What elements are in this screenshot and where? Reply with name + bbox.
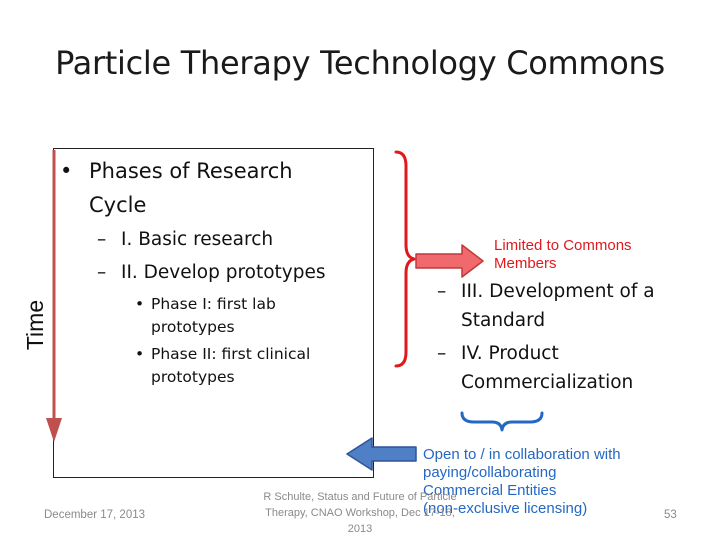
left-arrow-icon <box>347 438 416 470</box>
limited-line1: Limited to Commons <box>494 237 632 254</box>
down-arrow-icon <box>46 150 62 442</box>
sub-bullet-marker: • <box>135 295 145 313</box>
phase2-line1: Phase II: first clinical <box>151 345 311 363</box>
open-line3: Commercial Entities <box>423 482 557 499</box>
development-standard-line1: III. Development of a <box>461 281 655 302</box>
phase2-line2: prototypes <box>151 368 235 386</box>
product-commercialization-line2: Commercialization <box>461 372 634 393</box>
open-line1: Open to / in collaboration with <box>423 446 621 463</box>
phase1-line2: prototypes <box>151 318 235 336</box>
open-line4: (non-exclusive licensing) <box>423 500 588 517</box>
page-number: 53 <box>664 509 677 521</box>
dash-marker: – <box>437 343 447 364</box>
phases-heading-line1: Phases of Research <box>89 159 293 183</box>
sub-bullet-marker: • <box>135 345 145 363</box>
phases-heading-line2: Cycle <box>89 193 147 217</box>
dash-marker: – <box>97 229 107 250</box>
footer-citation-line2: Therapy, CNAO Workshop, Dec 17-18, <box>265 507 455 519</box>
right-brace-icon <box>396 152 414 366</box>
product-commercialization-line1: IV. Product <box>461 343 559 364</box>
footer-citation <box>244 489 476 537</box>
limited-to-members-note <box>494 237 632 273</box>
phase1-line1: Phase I: first lab <box>151 295 276 313</box>
dash-marker: – <box>437 281 447 302</box>
footer-citation-line3: 2013 <box>347 523 373 535</box>
open-line2: paying/collaborating <box>423 464 557 481</box>
dash-marker: – <box>97 262 107 283</box>
bullet-marker: • <box>60 159 73 183</box>
slide-title: Particle Therapy Technology Commons <box>55 44 665 82</box>
time-axis-label: Time <box>22 299 48 351</box>
limited-line2: Members <box>494 255 557 272</box>
footer-citation-line1: R Schulte, Status and Future of Particle <box>263 491 457 503</box>
develop-prototypes-item: II. Develop prototypes <box>121 262 326 283</box>
development-standard-line2: Standard <box>461 310 546 331</box>
bottom-brace-icon <box>462 413 542 430</box>
footer-date: December 17, 2013 <box>44 509 146 521</box>
basic-research-item: I. Basic research <box>121 229 274 250</box>
right-arrow-icon <box>416 245 483 277</box>
